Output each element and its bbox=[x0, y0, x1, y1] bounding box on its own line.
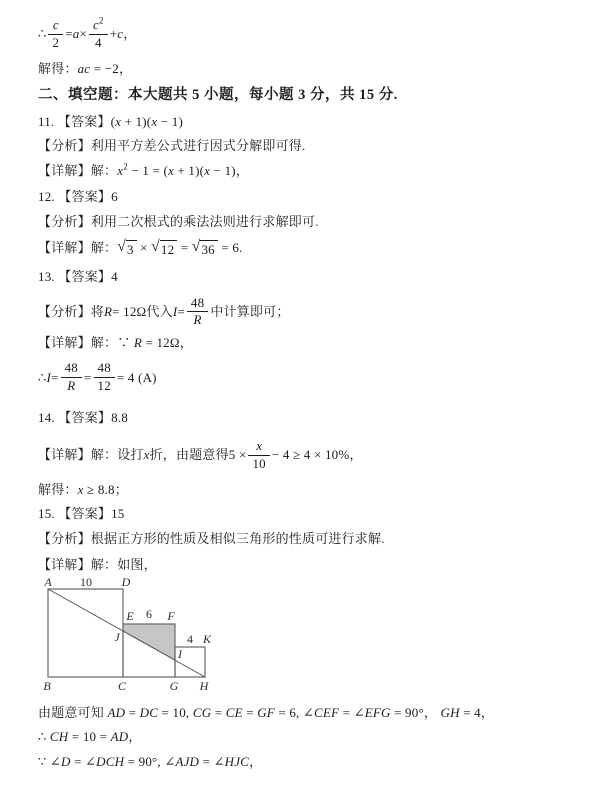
figure-label-F: F bbox=[167, 609, 175, 624]
q15-angles-line: ∵ ∠D = ∠DCH = 90°, ∠AJD = ∠HJC， bbox=[38, 754, 263, 770]
figure-length-AD: 10 bbox=[80, 577, 92, 590]
q14-answer-line: 14. 【答案】8.8 bbox=[38, 410, 128, 426]
q12-detail-line: 【详解】解： √ 3 × √ 12 = √ 36 = 6. bbox=[38, 237, 243, 257]
q15-answer-line: 15. 【答案】15 bbox=[38, 505, 125, 521]
q11-detail-line: 【详解】解：$x^2 - 1 = (x + 1)(x - 1)$， bbox=[38, 161, 250, 179]
q13-analysis-line: 【分析】将 R = 12Ω 代入 I = $\frac{48}{R}$ 中计算即可； bbox=[38, 294, 290, 328]
q13-detail-line-2: ∴ I = $\frac{48}{R}$ = $\frac{48}{12}$ = 4 (A) bbox=[38, 360, 157, 393]
diagonal-AH bbox=[48, 589, 205, 677]
q15-ch-line: ∴ CH = 10 = AD， bbox=[38, 728, 142, 744]
solve-ac-line: 解得：ac = −2， bbox=[38, 61, 133, 76]
shaded-trapezoid-JEFI bbox=[123, 624, 175, 660]
square-ABCD bbox=[48, 589, 123, 677]
q15-given-line: 由题意可知 AD = DC = 10, CG = CE = GF = 6, ∠CEF = ∠EFG = 90°， GH = 4， bbox=[38, 705, 495, 721]
figure-label-G: G bbox=[169, 679, 179, 694]
figure-length-GK: 4 bbox=[187, 632, 193, 647]
figure-label-K: K bbox=[202, 632, 212, 647]
q14-solve-line: 解得：x ≥ 8.8； bbox=[38, 482, 128, 498]
q11-answer-line: 11. 【答案】(x + 1)(x − 1) bbox=[38, 114, 183, 130]
q12-analysis-line: 【分析】利用二次根式的乘法法则进行求解即可. bbox=[38, 214, 319, 230]
figure-label-A: A bbox=[44, 577, 52, 590]
q13-answer-line: 13. 【答案】4 bbox=[38, 269, 118, 285]
figure-label-H: H bbox=[199, 679, 209, 694]
section-header: 二、填空题：本大题共 5 小题，每小题 3 分，共 15 分. bbox=[38, 86, 398, 103]
q12-answer-line: 12. 【答案】6 bbox=[38, 188, 118, 204]
figure-label-J: J bbox=[114, 630, 120, 645]
figure-label-C: C bbox=[117, 679, 127, 694]
q13-detail-line-1: 【详解】解：∵ R = 12Ω， bbox=[38, 334, 193, 350]
q15-detail-line: 【详解】解：如图， bbox=[38, 556, 157, 572]
figure-label-E: E bbox=[126, 609, 134, 624]
geometry-figure bbox=[38, 577, 248, 693]
q11-analysis-line: 【分析】利用平方差公式进行因式分解即可得. bbox=[38, 137, 306, 153]
q15-analysis-line: 【分析】根据正方形的性质及相似三角形的性质可进行求解. bbox=[38, 531, 385, 547]
figure-label-B: B bbox=[43, 679, 51, 694]
figure-label-D: D bbox=[121, 577, 131, 590]
figure-length-EF: 6 bbox=[146, 607, 152, 622]
figure-label-I: I bbox=[178, 647, 182, 662]
formula-line-c-over-2: ∴ $\frac{c}{2}$ = a × $\frac{c^2}{4}$ + c ， bbox=[38, 15, 137, 50]
q14-detail-line: 【详解】解：设打 x 折，由题意得 5 × $\frac{x}{10}$ − 4 ≥ 4 × 10% ， bbox=[38, 437, 363, 471]
geometry-figure-container bbox=[38, 577, 570, 698]
